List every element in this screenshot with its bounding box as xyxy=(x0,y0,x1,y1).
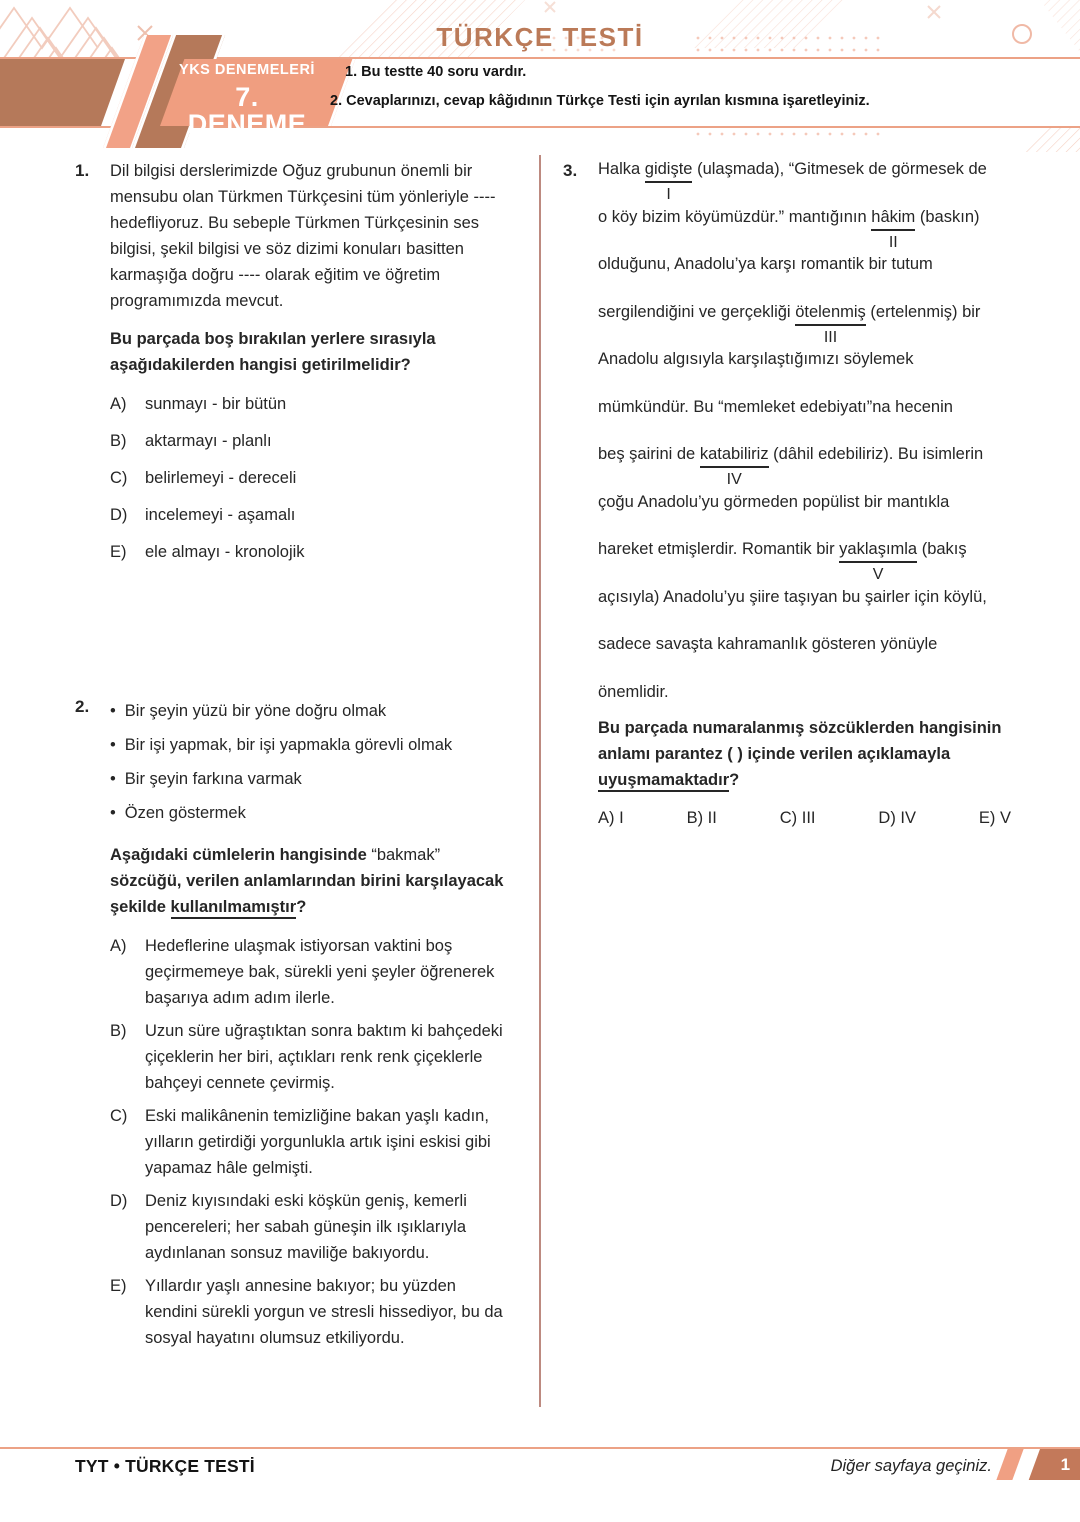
passage-text: (bakış xyxy=(917,540,967,558)
question-stem xyxy=(110,842,512,920)
passage-text: (ertelenmiş) bir xyxy=(865,302,981,321)
numbered-word-I: gidişte I xyxy=(645,158,693,183)
option-a: A) I xyxy=(598,808,624,827)
passage-text: (baskın) xyxy=(915,207,980,226)
option-c: C) III xyxy=(779,808,816,827)
numbered-word-II: hâkim II xyxy=(871,206,915,231)
option-c xyxy=(110,465,512,491)
stem-text: ? xyxy=(729,770,740,789)
exam-label xyxy=(172,63,322,138)
passage-line xyxy=(598,681,1015,707)
option-label: E) xyxy=(110,1277,127,1295)
option-text: Yıllardır yaşlı annesine bakıyor; bu yüzden kendini sürekli yorgun ve stresli hissediyor, bu da sosyal hayatını olumsuz etkiliyordu. xyxy=(145,1277,503,1347)
options-list xyxy=(110,391,512,565)
option-text: Uzun süre uğraştıktan sonra baktım ki bahçedeki çiçeklerin her biri, açtıkları renk renk çiçeklerle bahçeyi cennete çevirmiş. xyxy=(145,1022,503,1092)
option-c xyxy=(110,1103,512,1181)
option-text: aktarmayı - planlı xyxy=(145,432,272,450)
passage-text: (dâhil edebiliriz). Bu isimlerin xyxy=(768,445,984,463)
numeral-IV: IV xyxy=(726,471,742,488)
numbered-word-III: ötelenmiş III xyxy=(795,301,866,326)
page-title: TÜRKÇE TESTİ xyxy=(436,22,644,52)
question-number: 1. xyxy=(75,161,90,180)
bullet-item xyxy=(110,694,512,728)
option-e xyxy=(110,1273,512,1351)
passage-line xyxy=(598,633,1015,681)
numbered-word-V: yaklaşımla V xyxy=(839,538,917,563)
bullet-item xyxy=(110,762,512,796)
option-b xyxy=(110,428,512,454)
stem-text: “bakmak” xyxy=(371,846,441,864)
question-3 xyxy=(563,158,1015,828)
option-text: Eski malikânenin temizliğine bakan yaşlı kadın, yılların getirdiği yorgunlukla artık işini eskisi gibi yapamaz hâle gelmişti. xyxy=(145,1107,491,1177)
passage-line xyxy=(598,206,1015,254)
option-label: B) xyxy=(110,432,127,450)
bullet-text: Bir şeyin yüzü bir yöne doğru olmak xyxy=(124,702,387,720)
passage-text: çoğu Anadolu’yu görmeden popülist bir mantıkla xyxy=(598,492,950,511)
option-e xyxy=(110,539,512,565)
bullet-icon: • xyxy=(110,804,116,822)
passage-text: mümkündür. Bu “memleket edebiyatı”na hecenin xyxy=(598,397,953,416)
option-text: ele almayı - kronolojik xyxy=(145,543,305,561)
question-number: 2. xyxy=(75,697,90,716)
numeral-I: I xyxy=(666,186,671,203)
option-label: B) xyxy=(110,1022,127,1040)
option-label: E) xyxy=(110,543,127,561)
underlined-stem-word: uyuşmamaktadır xyxy=(598,771,729,792)
stem-text: sözcüğü, verilen anlamlarından birini karşılayacak şekilde xyxy=(110,872,504,916)
passage-line xyxy=(598,538,1015,586)
stem-text: Bu parçada numaralanmış sözcüklerden hangisinin anlamı parantez ( ) içinde verilen açıklamayla xyxy=(598,718,1002,763)
page-number-badge xyxy=(1029,1449,1080,1480)
passage-text: sergilendiğini ve gerçekliği xyxy=(598,302,796,321)
passage-line xyxy=(598,396,1015,444)
option-b xyxy=(110,1018,512,1096)
option-label: C) xyxy=(110,1107,128,1125)
instruction-1: 1. Bu testte 40 soru vardır. xyxy=(345,64,527,80)
option-text: Hedeflerine ulaşmak istiyorsan vaktini boş geçirmemeye bak, sürekli yeni şeyler öğrenerek başarıya adım adım ilerle. xyxy=(145,937,495,1007)
passage-text: Anadolu algısıyla karşılaştığımızı söylemek xyxy=(598,350,914,368)
passage-text: (ulaşmada), “Gitmesek de görmesek de xyxy=(692,160,987,178)
option-d xyxy=(110,502,512,528)
page-badge-accent xyxy=(996,1449,1023,1480)
passage-text: hareket etmişlerdir. Romantik bir xyxy=(598,540,840,558)
numbered-passage xyxy=(598,158,1015,707)
numbered-word-IV: katabiliriz IV xyxy=(700,443,769,468)
stem-text: ? xyxy=(296,898,307,916)
question-number: 3. xyxy=(563,161,578,180)
question-2 xyxy=(75,694,512,1358)
bullet-item xyxy=(110,796,512,830)
option-text: belirlemeyi - dereceli xyxy=(145,469,297,487)
footer-line xyxy=(0,1447,1080,1449)
options-row xyxy=(598,809,1015,828)
option-text: incelemeyi - aşamalı xyxy=(145,506,296,524)
passage-text: Halka xyxy=(598,160,645,178)
question-stem xyxy=(598,715,1015,793)
question-1 xyxy=(75,158,512,576)
option-e: E) V xyxy=(978,808,1011,827)
passage-line xyxy=(598,348,1015,396)
passage-text: olduğunu, Anadolu’ya karşı romantik bir tutum xyxy=(598,255,933,273)
bullet-text: Bir şeyin farkına varmak xyxy=(124,770,302,788)
option-label: D) xyxy=(110,1192,128,1210)
stem-text: Aşağıdaki cümlelerin hangisinde xyxy=(110,846,372,864)
option-a xyxy=(110,933,512,1011)
passage-text: önemlidir. xyxy=(598,682,669,701)
option-label: A) xyxy=(110,395,127,413)
bullet-icon: • xyxy=(110,736,116,754)
bullet-item xyxy=(110,728,512,762)
passage-line xyxy=(598,491,1015,539)
passage-line xyxy=(598,586,1015,634)
option-b: B) II xyxy=(686,808,717,827)
passage-text: sadece savaşta kahramanlık gösteren yönüyle xyxy=(598,635,938,653)
question-paragraph: Dil bilgisi derslerimizde Oğuz grubunun önemli bir mensubu olan Türkmen Türkçesini tüm yönleriyle ---- hedefliyoruz. Bu sebeple Türkmen Türkçesinin ses bilgisi, şekil bilgisi ve söz dizimi konuları basitten karmaşığa doğru ---- olarak eğitim ve öğretim programımızda mevcut. xyxy=(110,162,496,310)
passage-text: açısıyla) Anadolu’yu şiire taşıyan bu şairler için köylü, xyxy=(598,587,987,606)
option-label: A) xyxy=(110,937,127,955)
option-a xyxy=(110,391,512,417)
passage-line xyxy=(598,158,1015,206)
numeral-III: III xyxy=(823,328,838,346)
bullet-icon: • xyxy=(110,770,116,788)
passage-line xyxy=(598,253,1015,301)
options-list xyxy=(110,933,512,1351)
option-d xyxy=(110,1188,512,1266)
numeral-V: V xyxy=(872,566,884,583)
column-divider xyxy=(539,155,541,1407)
footer-section-label: TYT • TÜRKÇE TESTİ xyxy=(75,1456,255,1476)
exam-number-label: 7. DENEME xyxy=(187,81,307,139)
footer-next-page-note: Diğer sayfaya geçiniz. xyxy=(830,1457,992,1475)
option-d: D) IV xyxy=(878,808,916,827)
bullet-text: Özen göstermek xyxy=(124,804,246,822)
definition-bullets xyxy=(110,694,512,830)
option-text: sunmayı - bir bütün xyxy=(145,395,287,413)
passage-text: beş şairini de xyxy=(598,445,700,463)
passage-line xyxy=(598,443,1015,491)
page-number: 1 xyxy=(1060,1454,1071,1474)
underlined-stem-word: kullanılmamıştır xyxy=(171,898,297,919)
right-column xyxy=(563,158,1015,828)
exam-series-label: YKS DENEMELERİ xyxy=(179,62,315,78)
bullet-icon: • xyxy=(110,702,116,720)
option-text: Deniz kıyısındaki eski köşkün geniş, kemerli pencereleri; her sabah güneşin ilk ışıklarıyla aydınlanan sonsuz maviliğe bakıyordu. xyxy=(145,1192,467,1262)
option-label: D) xyxy=(110,506,128,524)
instruction-2: 2. Cevaplarınızı, cevap kâğıdının Türkçe Testi için ayrılan kısmına işaretleyiniz. xyxy=(330,93,870,109)
bullet-text: Bir işi yapmak, bir işi yapmakla görevli olmak xyxy=(124,736,453,754)
question-stem: Bu parçada boş bırakılan yerlere sırasıyla aşağıdakilerden hangisi getirilmelidir? xyxy=(110,330,436,374)
left-column xyxy=(75,158,512,1358)
numeral-II: II xyxy=(888,233,898,251)
option-label: C) xyxy=(110,469,128,487)
passage-text: o köy bizim köyümüzdür.” mantığının xyxy=(598,207,872,226)
passage-line xyxy=(598,301,1015,349)
